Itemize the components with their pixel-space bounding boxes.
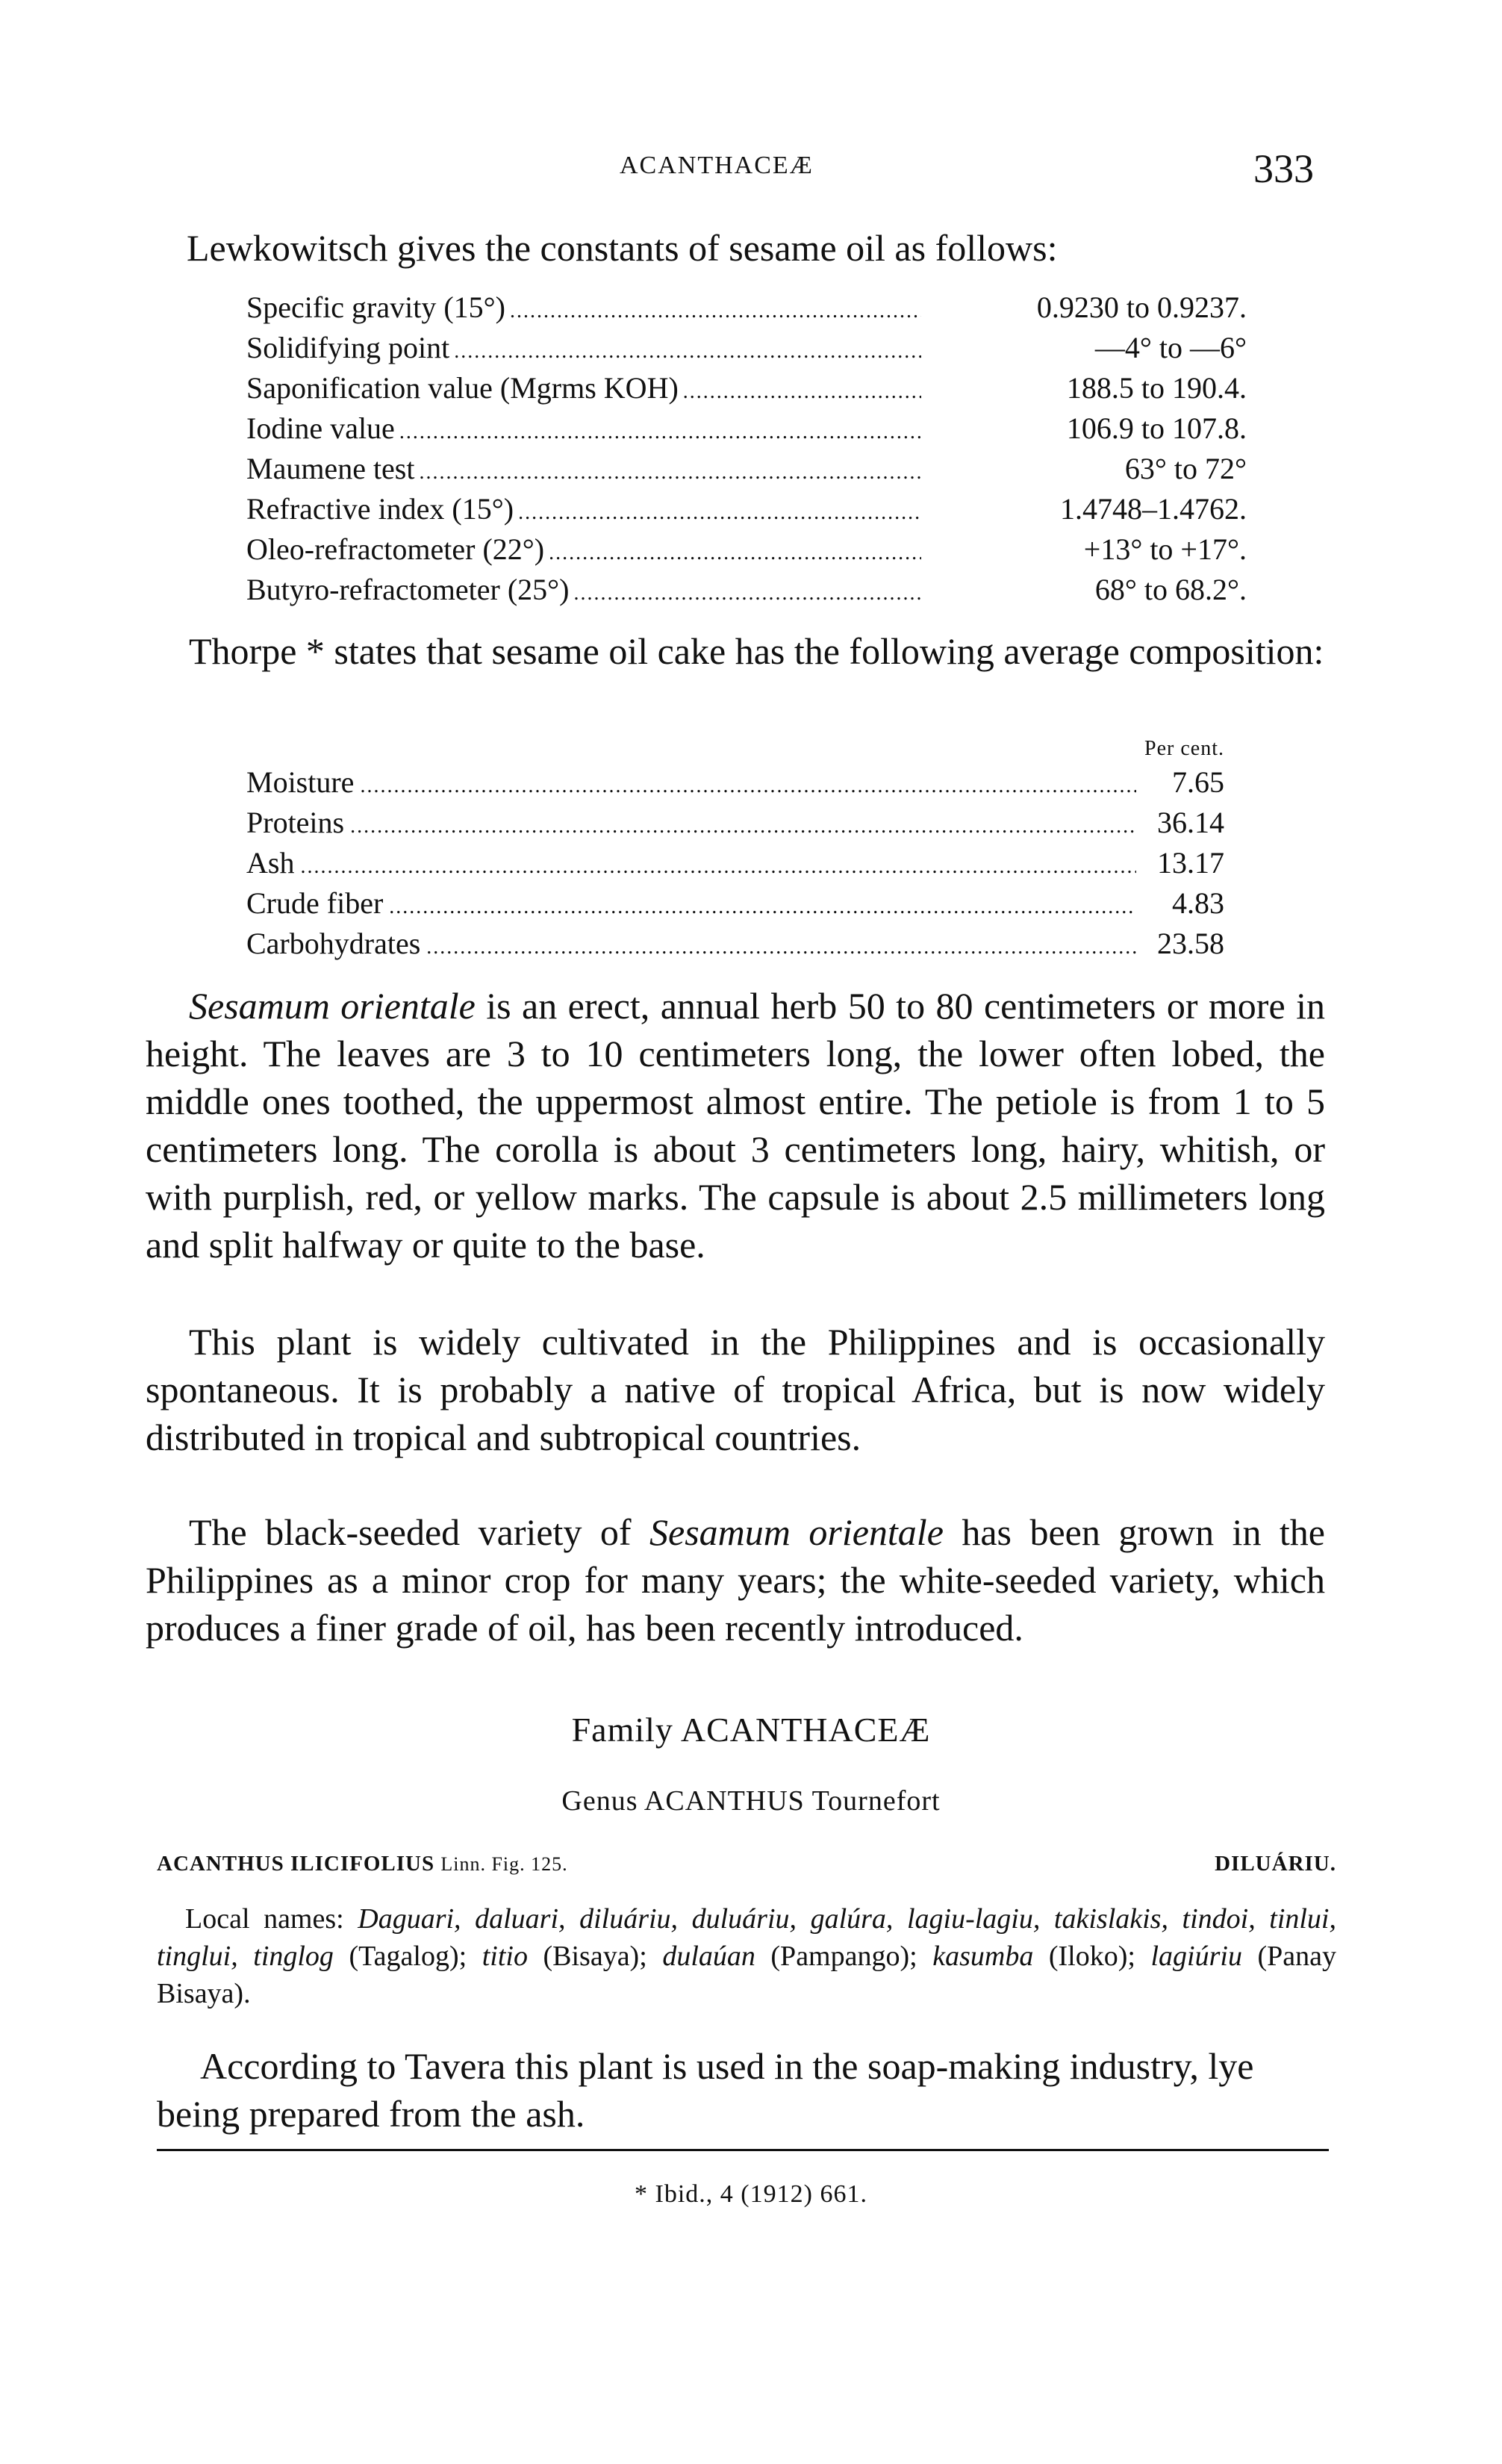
- composition-label: Carbohydrates: [246, 927, 421, 960]
- pampango-names: dulaúan: [662, 1941, 755, 1972]
- constant-value: 68° to 68.2°.: [1094, 573, 1247, 606]
- oil-constants-table: [246, 287, 1247, 610]
- species-binomial: ACANTHUS ILICIFOLIUS: [157, 1852, 435, 1876]
- composition-label: Moisture: [246, 765, 355, 799]
- species-name: Sesamum orientale: [649, 1511, 944, 1553]
- composition-value: 7.65: [1172, 765, 1224, 799]
- leader-dots: [454, 332, 921, 372]
- composition-label: Ash: [246, 846, 295, 880]
- composition-value: 13.17: [1157, 846, 1224, 880]
- variety-text-post: has been grown in the Philippines as a minor crop for many years; the white-seeded variety, which produces a finer grade of oil, has been recently introduced.: [146, 1511, 1325, 1649]
- constant-label: Saponification value (Mgrms KOH): [246, 371, 679, 405]
- leader-dots: [420, 452, 922, 493]
- composition-value: 4.83: [1172, 886, 1224, 920]
- panay-names: lagiúriu: [1150, 1941, 1242, 1972]
- leader-dots: [300, 847, 1136, 887]
- constant-row: [246, 489, 1247, 529]
- constant-value: 188.5 to 190.4.: [1066, 371, 1247, 405]
- leader-dots: [389, 887, 1136, 927]
- family-heading: Family ACANTHACEÆ: [571, 1711, 931, 1749]
- description-text: is an erect, annual herb 50 to 80 centimeters or more in height. The leaves are 3 to 10 centimeters long, the lower often lobed, the middle ones toothed, the uppermost almost entire. The petiole is from 1 to 5 centimeters long. The corolla is about 3 centimeters long, hairy, whitish, or with purplish, red, or yellow marks. The capsule is about 2.5 millimeters long and split halfway or quite to the base.: [146, 985, 1325, 1266]
- local-name-heading: DILUÁRIU.: [1215, 1852, 1336, 1876]
- composition-row: [246, 803, 1224, 843]
- footnote: * Ibid., 4 (1912) 661.: [635, 2180, 867, 2208]
- constant-row: [246, 328, 1247, 368]
- constant-label: Solidifying point: [246, 331, 450, 364]
- composition-value: 23.58: [1157, 927, 1224, 960]
- oil-cake-composition-table: [246, 735, 1224, 964]
- iloko-language: (Iloko);: [1033, 1941, 1151, 1972]
- species-name-heading: [157, 1852, 568, 1876]
- variety-text-pre: The black-seeded variety of: [189, 1511, 650, 1553]
- running-head: [0, 146, 1389, 198]
- constant-row: [246, 529, 1247, 570]
- composition-unit-header: Per cent.: [1144, 737, 1224, 760]
- constant-label: Butyro-refractometer (25°): [246, 573, 570, 606]
- constant-label: Maumene test: [246, 452, 415, 485]
- intro-sentence: Lewkowitsch gives the constants of sesame oil as follows:: [187, 227, 1058, 269]
- composition-label: Crude fiber: [246, 886, 384, 920]
- composition-row: [246, 883, 1224, 924]
- species-name: Sesamum orientale: [189, 985, 476, 1027]
- leader-dots: [510, 291, 921, 332]
- constant-label: Specific gravity (15°): [246, 290, 505, 324]
- running-title: ACANTHACEÆ: [620, 152, 814, 179]
- constant-row: [246, 449, 1247, 489]
- constant-value: +13° to +17°.: [1083, 532, 1247, 566]
- composition-row: [246, 843, 1224, 883]
- constant-row: [246, 570, 1247, 610]
- thorpe-paragraph: Thorpe * states that sesame oil cake has the following average composition:: [189, 630, 1324, 672]
- footnote-rule: [157, 2149, 1329, 2151]
- leader-dots: [573, 573, 921, 614]
- leader-dots: [518, 493, 921, 533]
- leader-dots: [549, 533, 921, 573]
- description-paragraph: [146, 982, 1325, 1269]
- constant-value: —4° to —6°: [1094, 331, 1247, 364]
- constant-row: [246, 368, 1247, 408]
- local-names-label: Local names:: [185, 1903, 358, 1935]
- constant-row: [246, 408, 1247, 449]
- constant-label: Refractive index (15°): [246, 492, 514, 526]
- pampango-language: (Pampango);: [755, 1941, 933, 1972]
- usage-paragraph: According to Tavera this plant is used in the soap-making industry, lye being prepared from the ash.: [157, 2045, 1254, 2135]
- leader-dots: [683, 372, 921, 412]
- constant-label: Oleo-refractometer (22°): [246, 532, 545, 566]
- composition-label: Proteins: [246, 806, 345, 839]
- tagalog-names: Daguari, daluari, diluáriu, duluáriu, galúra, lagiu-lagiu, takislakis, tindoi, tinlui, tinglui, tinglog: [157, 1903, 1336, 1972]
- constant-value: 106.9 to 107.8.: [1066, 411, 1247, 445]
- bisaya-language: (Bisaya);: [527, 1941, 663, 1972]
- tagalog-language: (Tagalog);: [333, 1941, 482, 1972]
- local-names-paragraph: [157, 1900, 1336, 2012]
- constant-label: Iodine value: [246, 411, 395, 445]
- page-number: 333: [1253, 146, 1314, 191]
- composition-row: [246, 762, 1224, 803]
- panay-language: (Panay Bisaya).: [157, 1941, 1337, 2009]
- leader-dots: [399, 412, 921, 452]
- constant-value: 63° to 72°: [1124, 452, 1247, 485]
- leader-dots: [360, 766, 1136, 806]
- cultivation-paragraph: This plant is widely cultivated in the Philippines and is occasionally spontaneous. It is probably a native of tropical Africa, but is now widely distributed in tropical and subtropical countries.: [146, 1321, 1325, 1458]
- constant-value: 0.9230 to 0.9237.: [1036, 290, 1247, 324]
- leader-dots: [426, 927, 1136, 968]
- species-authority: Linn. Fig. 125.: [440, 1853, 568, 1875]
- constant-value: 1.4748–1.4762.: [1060, 492, 1247, 526]
- leader-dots: [350, 806, 1136, 847]
- variety-paragraph: [146, 1508, 1325, 1652]
- bisaya-names: titio: [482, 1941, 528, 1972]
- constant-row: [246, 287, 1247, 328]
- species-heading: [157, 1852, 1336, 1882]
- genus-heading: Genus ACANTHUS Tournefort: [561, 1785, 941, 1817]
- composition-value: 36.14: [1157, 806, 1224, 839]
- iloko-names: kasumba: [932, 1941, 1034, 1972]
- composition-row: [246, 924, 1224, 964]
